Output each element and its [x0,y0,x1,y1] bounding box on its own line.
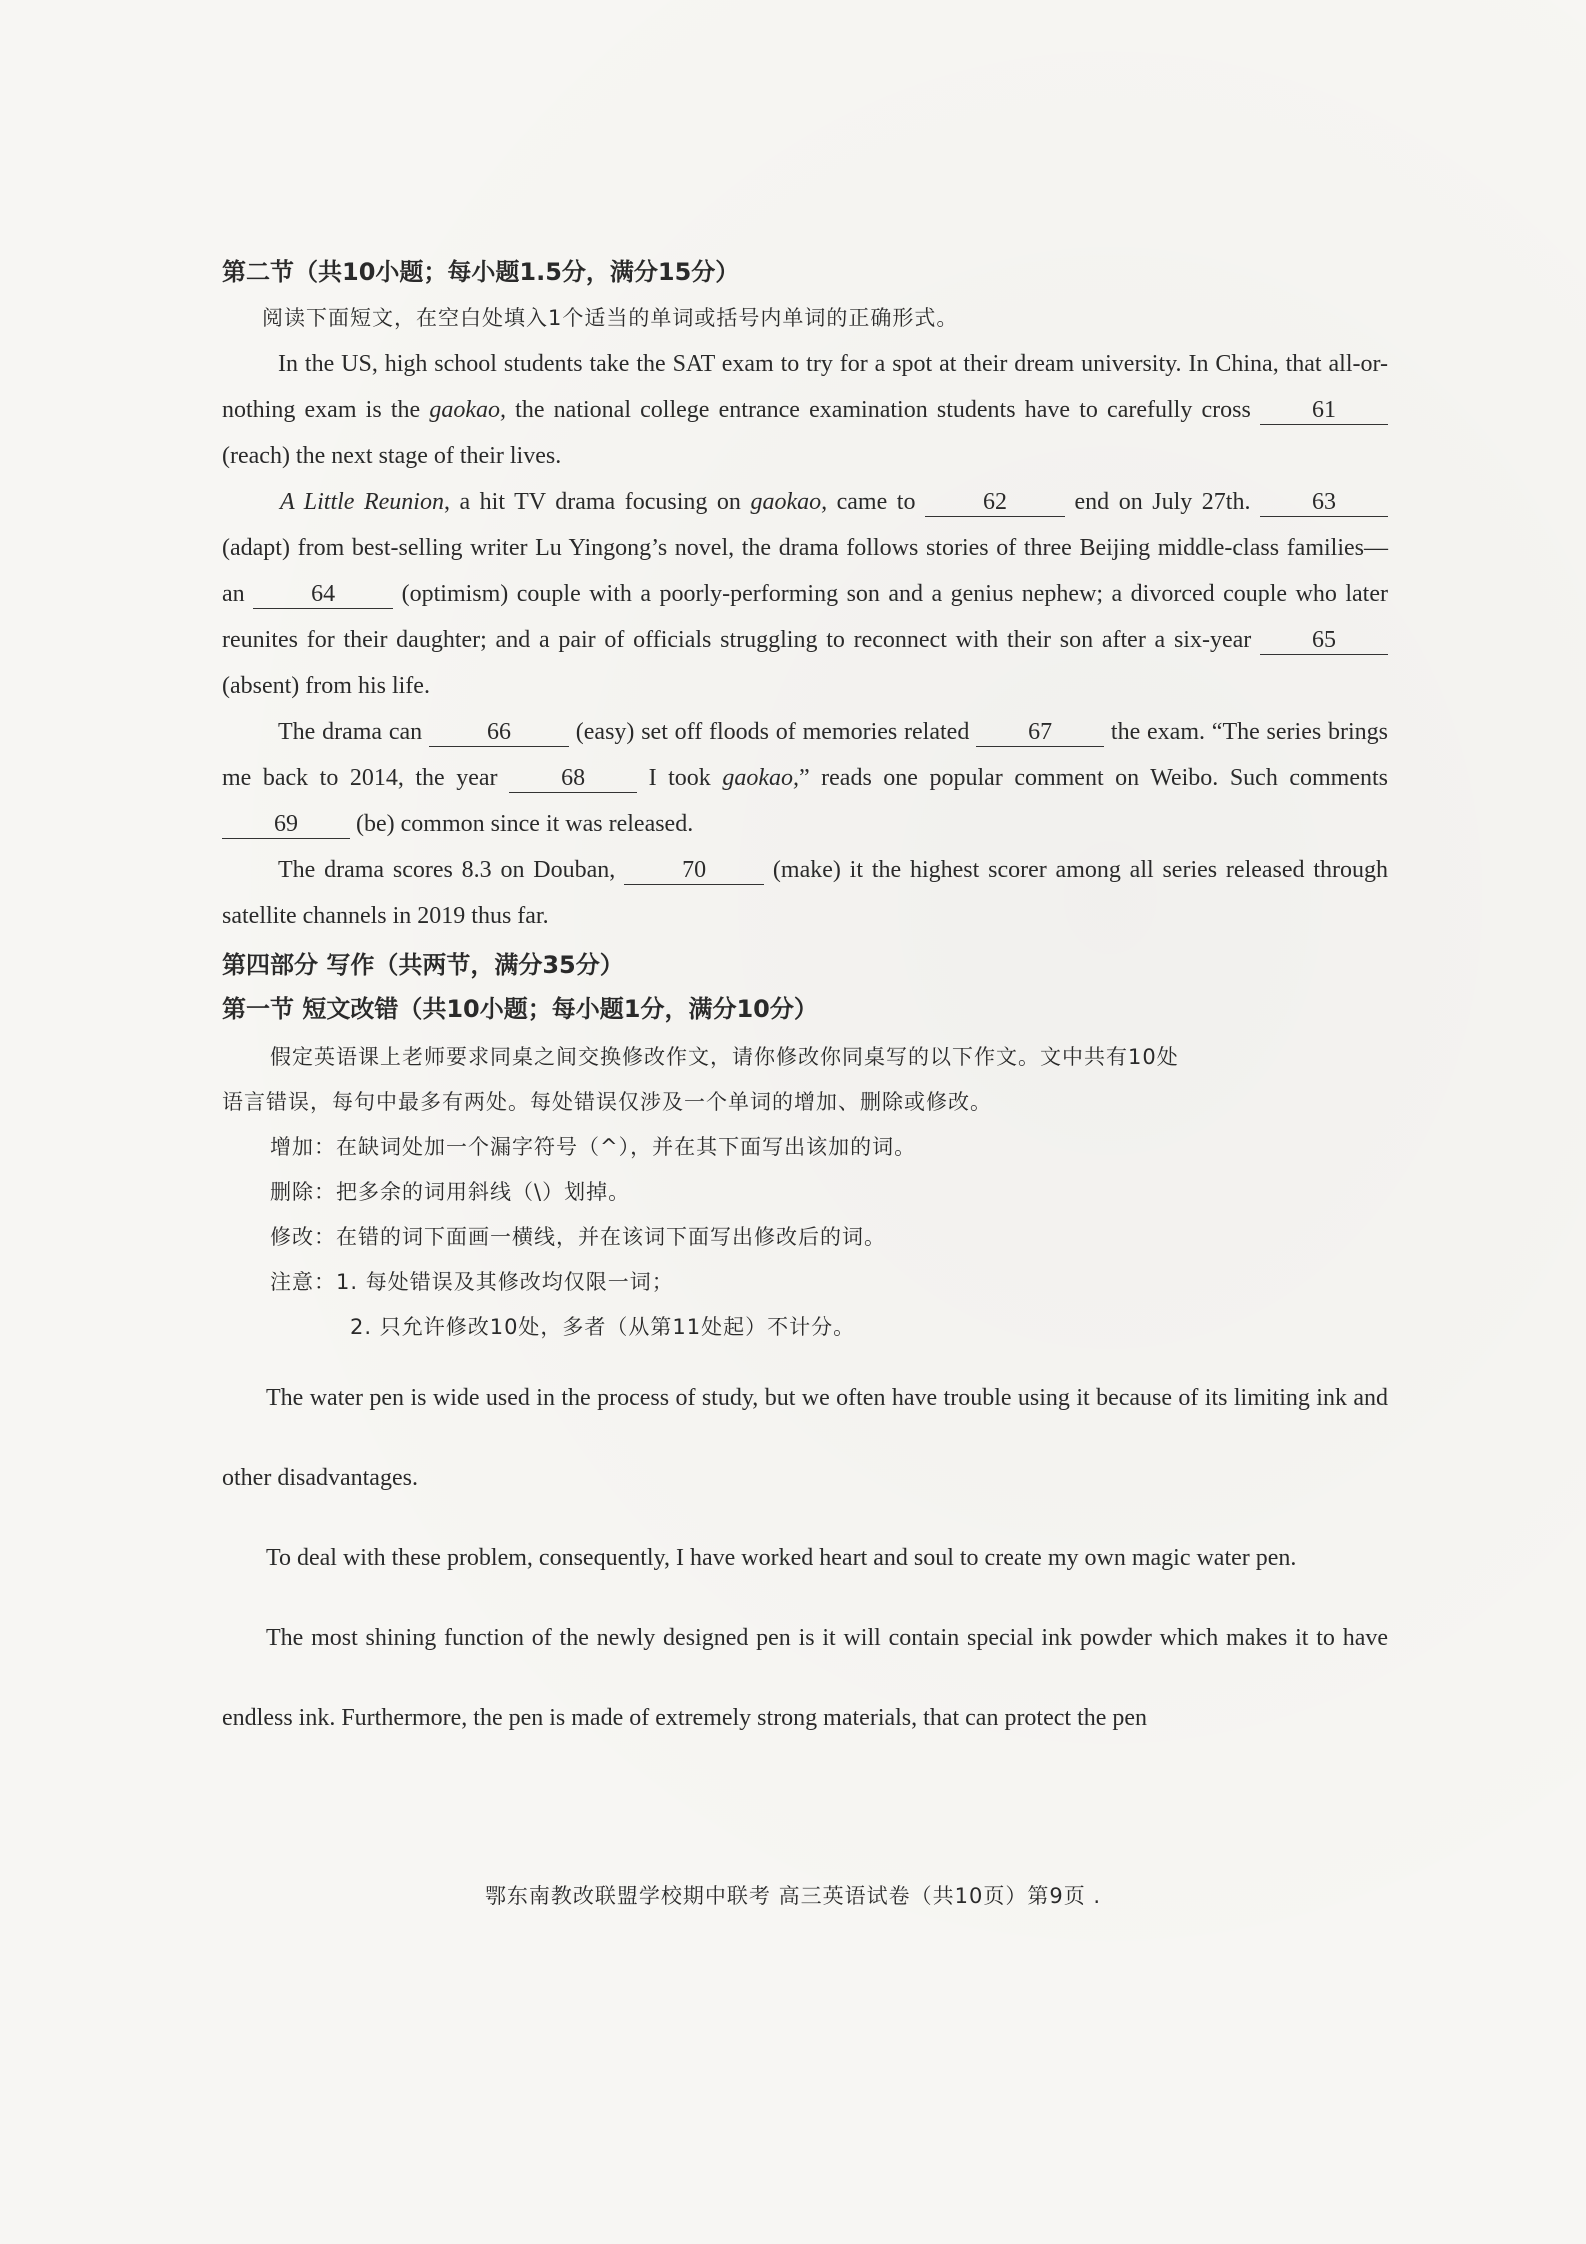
blank-69[interactable]: 69 [222,810,350,839]
part4-heading: 第四部分 写作（共两节，满分35分） [222,951,624,979]
proofreading-intro-line-2: 语言错误，每句中最多有两处。每处错误仅涉及一个单词的增加、删除或修改。 [222,1090,992,1114]
rule-delete: 删除：把多余的词用斜线（\）划掉。 [270,1180,631,1204]
proofreading-intro-line-1: 假定英语课上老师要求同桌之间交换修改作文，请你修改你同桌写的以下作文。文中共有10处 [270,1045,1179,1069]
blank-65[interactable]: 65 [1260,626,1388,655]
blank-68[interactable]: 68 [509,764,637,793]
essay-paragraph-2: To deal with these problem, consequently, I have worked heart and soul to create my own magic water pen. [266,1545,1297,1571]
essay-paragraph-1: The water pen is wide used in the process of study, but we often have trouble using it because of its limiting ink and other disadvantages. [222,1385,1388,1491]
blank-61[interactable]: 61 [1260,396,1388,425]
blank-67[interactable]: 67 [976,718,1104,747]
passage-paragraph-1: In the US, high school students take the SAT exam to try for a spot at their dream university. In China, that all-or-nothing exam is the gaokao, the national college entrance examination students have to carefully cross 61 (reach) the next stage of their lives. [222,351,1388,469]
note-2: 2. 只允许修改10处，多者（从第11处起）不计分。 [350,1315,856,1339]
passage-paragraph-2: A Little Reunion, a hit TV drama focusing on gaokao, came to 62 end on July 27th. 63 (adapt) from best-selling writer Lu Yingong’s novel, the drama follows stories of three Beijing middle-class families— an 64 (optimism) couple with a poorly-performing son and a genius nephew; a divorced couple who later reunites for their daughter; and a pair of officials struggling to reconnect with their son after a six-year 65 (absent) from his life. [222,489,1388,699]
note-1: 注意：1. 每处错误及其修改均仅限一词； [270,1270,674,1294]
section2-instruction: 阅读下面短文，在空白处填入1个适当的单词或括号内单词的正确形式。 [262,306,959,330]
essay-paragraph-3: The most shining function of the newly designed pen is it will contain special ink powder which makes it to have endless ink. Furthermore, the pen is made of extremely strong materials, that can protect the pen [222,1625,1388,1731]
page-content [222,255,1388,1758]
blank-70[interactable]: 70 [624,856,764,885]
rule-add: 增加：在缺词处加一个漏字符号（^），并在其下面写出该加的词。 [270,1135,917,1159]
passage-paragraph-3: The drama can 66 (easy) set off floods of memories related 67 the exam. “The series brings me back to 2014, the year 68 I took gaokao,” reads one popular comment on Weibo. Such comments 69 (be) common since it was released. [222,719,1388,837]
blank-66[interactable]: 66 [429,718,569,747]
passage-paragraph-4: The drama scores 8.3 on Douban, 70 (make) it the highest scorer among all series released through satellite channels in 2019 thus far. [222,857,1388,929]
rule-modify: 修改：在错的词下面画一横线，并在该词下面写出修改后的词。 [270,1225,886,1249]
blank-64[interactable]: 64 [253,580,393,609]
blank-62[interactable]: 62 [925,488,1065,517]
page-footer: 鄂东南教改联盟学校期中联考 高三英语试卷（共10页）第9页 . [484,1884,1102,1908]
part4-section1-heading: 第一节 短文改错（共10小题；每小题1分，满分10分） [222,995,818,1023]
section2-heading: 第二节（共10小题；每小题1.5分，满分15分） [222,258,740,286]
blank-63[interactable]: 63 [1260,488,1388,517]
